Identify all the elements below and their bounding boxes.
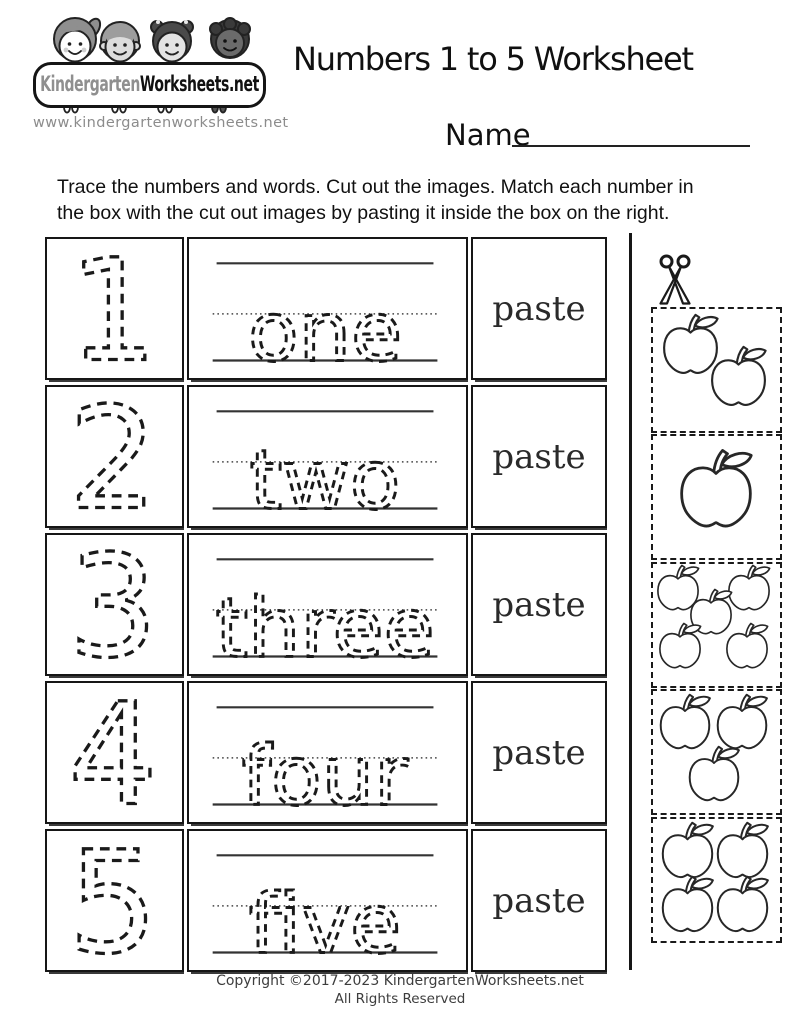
page-title: Numbers 1 to 5 Worksheet <box>293 40 693 78</box>
svg-text:three: three <box>215 582 435 674</box>
instructions-text <box>57 174 757 226</box>
number-trace-box <box>45 829 184 972</box>
rights-text: All Rights Reserved <box>334 991 466 1007</box>
paste-label: paste <box>492 732 586 773</box>
brand-text-black: Worksheets.net <box>139 72 259 98</box>
svg-text:two: two <box>249 434 401 526</box>
svg-text:4: 4 <box>68 683 158 822</box>
paste-box <box>471 533 607 676</box>
word-trace-box <box>187 385 468 528</box>
website-url: www.kindergartenworksheets.net <box>33 115 289 131</box>
paste-label: paste <box>492 584 586 625</box>
apple-icon <box>682 450 752 526</box>
svg-text:1: 1 <box>68 239 158 378</box>
kid-girl-pigtails <box>151 20 193 62</box>
apple-icon <box>663 877 713 931</box>
svg-text:3: 3 <box>68 535 158 674</box>
logo-banner <box>33 62 266 108</box>
apple-icon <box>690 747 739 800</box>
apple-icon <box>727 623 768 667</box>
word-trace-box <box>187 829 468 972</box>
cutout-box-4-apples <box>651 817 782 943</box>
section-divider <box>629 233 632 970</box>
number-trace-box <box>45 237 184 380</box>
brand-text-gray: Kindergarten <box>40 72 140 98</box>
instructions-line-1: Trace the numbers and words. Cut out the images. Match each number in <box>57 176 694 198</box>
apple-icon <box>729 565 770 609</box>
number-trace-box <box>45 533 184 676</box>
svg-text:5: 5 <box>68 831 158 970</box>
instructions-line-2: the box with the cut out images by pasting it inside the box on the right. <box>57 202 670 224</box>
number-trace-box <box>45 681 184 824</box>
apple-icon <box>718 877 768 931</box>
cutout-box-5-apples <box>651 562 782 688</box>
copyright-text: Copyright ©2017-2023 KindergartenWorksheets.net <box>216 973 584 989</box>
cutout-box-3-apples <box>651 689 782 815</box>
svg-text:one: one <box>248 286 403 378</box>
paste-label: paste <box>492 436 586 477</box>
apple-icon <box>663 823 713 877</box>
scissors-icon <box>650 254 700 308</box>
svg-text:five: five <box>248 878 402 970</box>
apple-icon <box>664 315 717 373</box>
paste-label: paste <box>492 880 586 921</box>
paste-box <box>471 237 607 380</box>
brand-text <box>40 73 259 98</box>
word-trace-box <box>187 237 468 380</box>
apple-icon <box>712 347 765 405</box>
paste-box <box>471 829 607 972</box>
svg-text:four: four <box>241 730 409 822</box>
apple-icon <box>718 695 767 748</box>
word-trace-box <box>187 681 468 824</box>
kid-girl-ponytail <box>54 16 103 61</box>
paste-box <box>471 681 607 824</box>
number-trace-box <box>45 385 184 528</box>
kid-boy-bowlcut <box>100 22 140 62</box>
name-label: Name <box>445 118 531 152</box>
paste-box <box>471 385 607 528</box>
kids-illustration <box>40 15 260 65</box>
apple-icon <box>658 565 699 609</box>
name-line <box>512 145 750 147</box>
apple-icon <box>660 623 701 667</box>
word-trace-box <box>187 533 468 676</box>
cutout-box-1-apple <box>651 434 782 560</box>
svg-text:2: 2 <box>68 387 158 526</box>
paste-label: paste <box>492 288 586 329</box>
cutout-box-2-apples <box>651 307 782 433</box>
apple-icon <box>661 695 710 748</box>
apple-icon <box>718 823 768 877</box>
kid-boy-curly <box>210 18 250 58</box>
